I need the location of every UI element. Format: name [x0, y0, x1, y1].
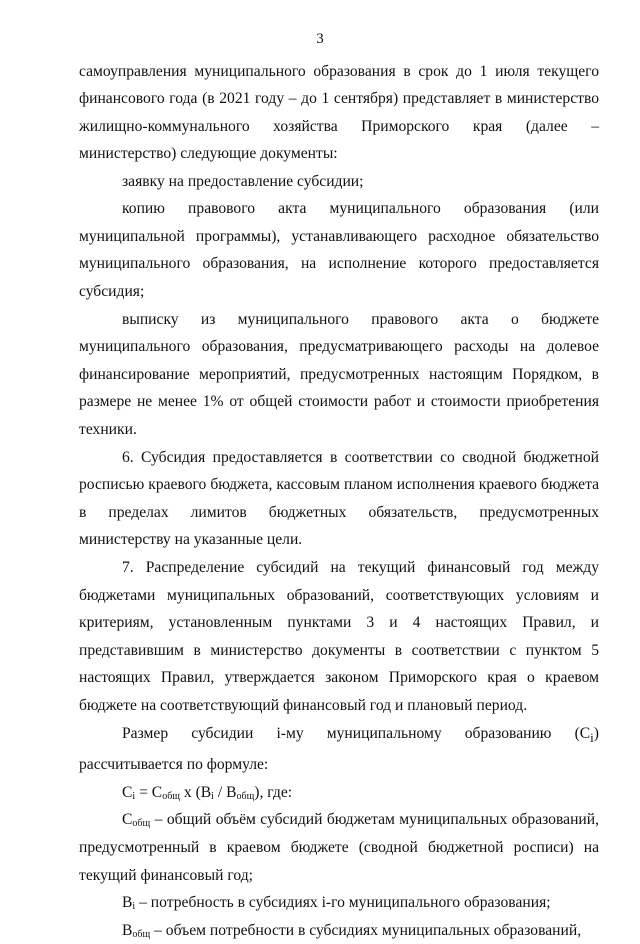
- definition-b-total: [79, 917, 599, 944]
- formula-c-total-sub: общ: [162, 790, 180, 802]
- paragraph-subsidy-size: [79, 720, 599, 779]
- formula-div: / B: [213, 783, 237, 801]
- subsidy-formula: [79, 779, 599, 807]
- definition-b-i: [79, 889, 599, 917]
- formula-b-total-sub: общ: [236, 790, 255, 802]
- definition-c-total-text: – общий объём субсидий бюджетам муниципальных образований, предусмотренный в краевом бюджете (сводной бюджетной росписи) на текущий финансовый год;: [79, 811, 599, 884]
- subsidy-size-subscript: i: [590, 729, 594, 745]
- document-body: [79, 58, 599, 944]
- paragraph-legal-act-copy: копию правового акта муниципального образования (или муниципальной программы), устанавливающего расходное обязательство муниципального образования, на исполнение которого предоставляется субсидия;: [79, 200, 599, 300]
- subsidy-size-text-after: ) рассчитывается по формуле:: [79, 724, 599, 774]
- page-number: 3: [316, 31, 324, 47]
- formula-mult: х (B: [179, 783, 212, 801]
- definition-b-i-text: – потребность в субсидиях i-го муниципального образования;: [135, 894, 551, 912]
- subsidy-size-text-before: Размер субсидии i-му муниципальному образованию (C: [122, 724, 591, 742]
- paragraph-documents-intro: самоуправления муниципального образования в срок до 1 июля текущего финансового года (в 2021 году – до 1 сентября) представляет в министерство жилищно-коммунального хозяйства Приморского края (далее – министерство) следующие документы:: [79, 63, 599, 163]
- formula-b-sub: i: [211, 790, 214, 802]
- definition-b-total-symbol: B: [122, 921, 133, 939]
- formula-tail: ), где:: [254, 783, 293, 801]
- formula-c: C: [122, 783, 133, 801]
- definition-c-total-symbol: C: [122, 811, 133, 829]
- definition-b-i-sub: i: [132, 901, 136, 913]
- paragraph-clause-6: 6. Субсидия предоставляется в соответствии со сводной бюджетной росписью краевого бюджета, кассовым планом исполнения краевого бюджета в пределах лимитов бюджетных обязательств, предусмотренных министерству на указанные цели.: [79, 448, 599, 549]
- definition-b-i-symbol: B: [122, 894, 133, 912]
- formula-c-sub: i: [132, 790, 136, 802]
- paragraph-clause-7: 7. Распределение субсидий на текущий финансовый год между бюджетами муниципальных образований, соответствующих условиям и критериям, установленным пунктами 3 и 4 настоящих Правил, и представившим в министерство документы в соответствии с пунктом 5 настоящих Правил, утверждается законом Приморского края о краевом бюджете на соответствующий финансовый год и плановый период.: [79, 558, 599, 714]
- definition-c-total: [79, 806, 599, 889]
- definition-b-total-sub: общ: [132, 928, 151, 940]
- paragraph-application: заявку на предоставление субсидии;: [122, 172, 364, 190]
- formula-eq: = C: [135, 783, 163, 801]
- definition-b-total-text: – объем потребности в субсидиях муниципальных образований,: [150, 921, 582, 939]
- paragraph-budget-extract: выписку из муниципального правового акта о бюджете муниципального образования, предусматривающего расходы на долевое финансирование мероприятий, предусмотренных настоящим Порядком, в размере не менее 1% от общей стоимости работ и стоимости приобретения техники.: [79, 310, 599, 438]
- definition-c-total-sub: общ: [132, 818, 151, 830]
